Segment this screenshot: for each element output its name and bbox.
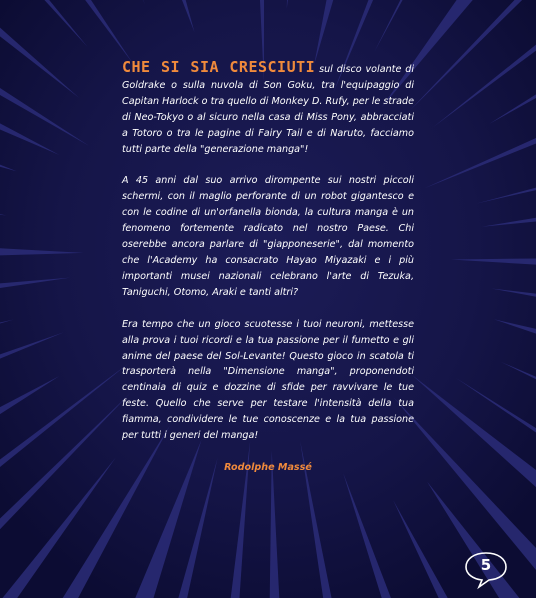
article-text (122, 60, 414, 476)
page-number: 5 (480, 556, 492, 574)
page-number-badge (463, 550, 509, 590)
paragraph-2: A 45 anni dal suo arrivo dirompente sui nostri piccoli schermi, con il maglio perforante di un robot gigantesco e con le codine di un'orfanella bionda, la cultura manga è un fenomeno fortemente radicato nel nostro Paese. Chi oserebbe ancora parlare di "giapponeserie", dal momento che l'Academy ha consacrato Hayao Miyazaki e i più importanti musei nazionali celebrano l'arte di Tezuka, Taniguchi, Otomo, Araki e tanti altri? (122, 175, 414, 298)
paragraph-3: Era tempo che un gioco scuotesse i tuoi neuroni, mettesse alla prova i tuoi ricordi e la tua passione per il fumetto e gli anime del paese del Sol-Levante! Questo gioco in scatola ti trasporterà nella "Dimensione manga", proponendoti centinaia di quiz e dozzine di sfide per ravvivare le tue feste. Quello che serve per testare l'intensità della tua fiamma, condividere le tue conoscenze e la tua passione per tutti i generi del manga! (122, 318, 414, 442)
intro-paragraph (122, 60, 414, 157)
headline: CHE SI SIA CRESCIUTI (122, 58, 316, 76)
author-signature: Rodolphe Massé (224, 461, 312, 473)
intro-text: sul disco volante di Goldrake o sulla nuvola di Son Goku, tra l'equipaggio di Capitan Harlock o tra quello di Monkey D. Rufy, per le strade di Neo-Tokyo o al sicuro nella casa di Miss Pony, abbracciati a Totoro o tra le pagine di Fairy Tail e di Naruto, facciamo tutti parte della "generazione manga"! (122, 64, 414, 155)
